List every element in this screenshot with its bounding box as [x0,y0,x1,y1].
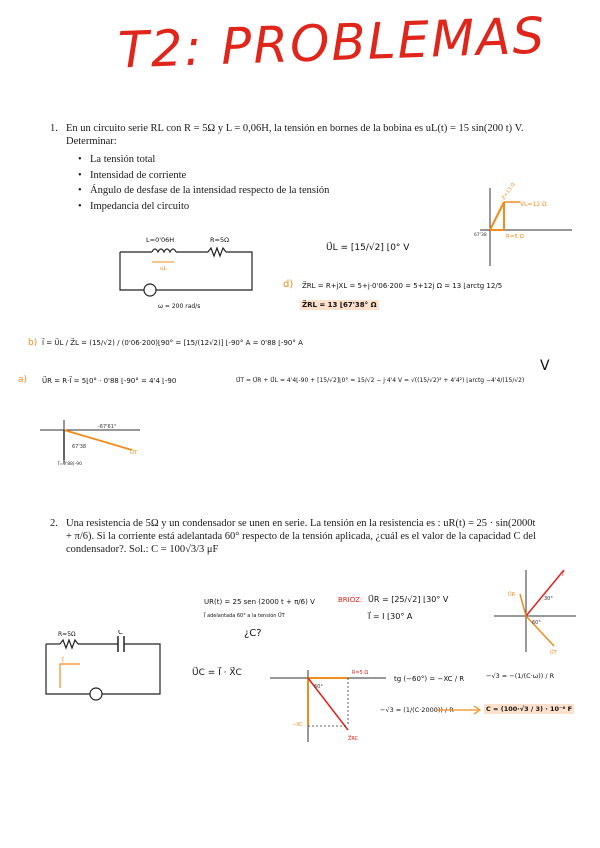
part-d-label: d) [283,279,294,290]
rl-circuit-diagram [112,232,262,312]
ul-label: uL [160,266,167,272]
omega-label: ω = 200 rad/s [158,303,201,310]
current-voltage-phasor-sketch [36,418,146,466]
bullet-item: • La tensión total [76,152,436,168]
problem-2-statement: Una resistencia de 5Ω y un condensador se unen en serie. La tensión en la resistencia es : uR(t) = 25 · sin(2000t + π/6). Si la corriente está adelantada 60° respecto de la tensión aplicada, ¿cuál es el valor de la capacidad C del condensador?. Sol.: C = 100√3/3 μF [66,518,536,555]
phasor-i-label: I⃗ [562,571,564,578]
capacitance-result: C = (100·√3 / 3) · 10⁻⁶ F [486,705,573,713]
phasor-ut-label: U⃗T [130,450,138,456]
problem-1-statement: En un circuito serie RL con R = 5Ω y L = 0,06H, la tensión en bornes de la bobina es uL(t) = 15 sin(200 t) V. Determinar: [66,123,524,147]
problem-1-bullets [76,152,436,214]
inductor-label: L=0'06H [146,236,175,244]
phasor-r-label: R=5 Ω [506,234,524,240]
phasor-i-label: I⃗=0'88⌊-90 [58,462,83,466]
bullet-item: • Ángulo de desfase de la intensidad respecto de la tensión [76,183,436,199]
phasor-ut-label: U⃗T [550,650,557,654]
part-a-label: a) [18,375,28,385]
resistor-label: R=5Ω [210,236,230,244]
resistor-label: R=5Ω [58,631,76,638]
phasor-30-label: 30° [544,596,553,602]
phasor-xc-label: −XC [292,722,303,728]
impedance-triangle-sketch [460,180,580,270]
equation-1: −√3 = −(1/(C·ω)) / R [486,672,555,680]
current-lead-note: I⃗ adelantada 60° a la tensión U⃗T [204,613,285,619]
a-ut-formula: U⃗T = U⃗R + U⃗L = 4'4⌊-90 + [15/√2]⌊0° = 15/√2 − j·4'4 V = √((15/√2)² + 4'4²) ⌊arctg −4'4/(15/√2) [236,377,525,384]
phasor-angle2: 67'38 [72,444,87,450]
phasor-vl-label: VL=12 Ω [520,201,547,208]
d-impedance-line1: Z⃗RL = R+jXL = 5+j·0'06·200 = 5+12j Ω = 13 ⌊arctg 12/5 [302,282,503,290]
i-phasor-formula: I⃗ = I ⌊30° A [368,612,413,621]
current-label: I⃗ [62,657,64,664]
phasor-ur-label: U⃗R [508,592,516,598]
arrow-icon [434,704,484,716]
check-mark-v: V [540,358,550,374]
rc-circuit-diagram [38,630,168,710]
ul-formula: U⃗L = [15/√2] ⌊0° V [326,243,410,253]
problem-2-number: 2. [50,518,58,529]
bullet-item: • Impedancia del circuito [76,199,436,215]
bullet-item: • Intensidad de corriente [76,168,436,184]
phasor-angle-label: 67'38 [474,233,487,238]
capacitance-question: ¿C? [244,628,262,639]
voltage-current-phasor-sketch [492,566,578,654]
phasor-r-label: R=5 Ω [352,670,369,676]
phasor-z-label: Z⃗RC [348,736,359,742]
phasor-angle-label: 60° [314,684,323,690]
capacitor-label: C [118,630,123,636]
phasor-z-label: Z=13 Ω [500,181,517,202]
brioz-label: BRIOZ: [338,596,363,604]
phasor-angle1: -67'61° [98,424,117,430]
impedance-phasor-sketch [268,668,388,744]
page-title: T2: PROBLEMAS [117,6,548,80]
problem-1-number: 1. [50,123,58,134]
part-b-label: b) [28,338,38,348]
a-ur-formula: U⃗R = R·I⃗ = 5⌊0° · 0'88 ⌊-90° = 4'4 ⌊-90 [42,377,177,385]
ur-phasor-formula: U⃗R = [25/√2] ⌊30° V [368,595,449,604]
uc-formula: U⃗C = I⃗ · X⃗C [192,668,242,678]
ur-time-function: UR(t) = 25 sen (2000 t + π/6) V [204,598,315,606]
tangent-formula: tg (−60°) = −XC / R [394,675,465,683]
b-current-formula: I⃗ = U⃗L / Z⃗L = (15/√2) / (0'06·200)⌊90° = [15/(12√2)] ⌊-90° A = 0'88 ⌊-90° A [42,339,303,347]
d-impedance-line2: Z⃗RL = 13 ⌊67'38° Ω [302,301,377,309]
equation-2: −√3 = (1/(C·2000)) / R [380,706,454,714]
phasor-60-label: 60° [532,620,541,626]
